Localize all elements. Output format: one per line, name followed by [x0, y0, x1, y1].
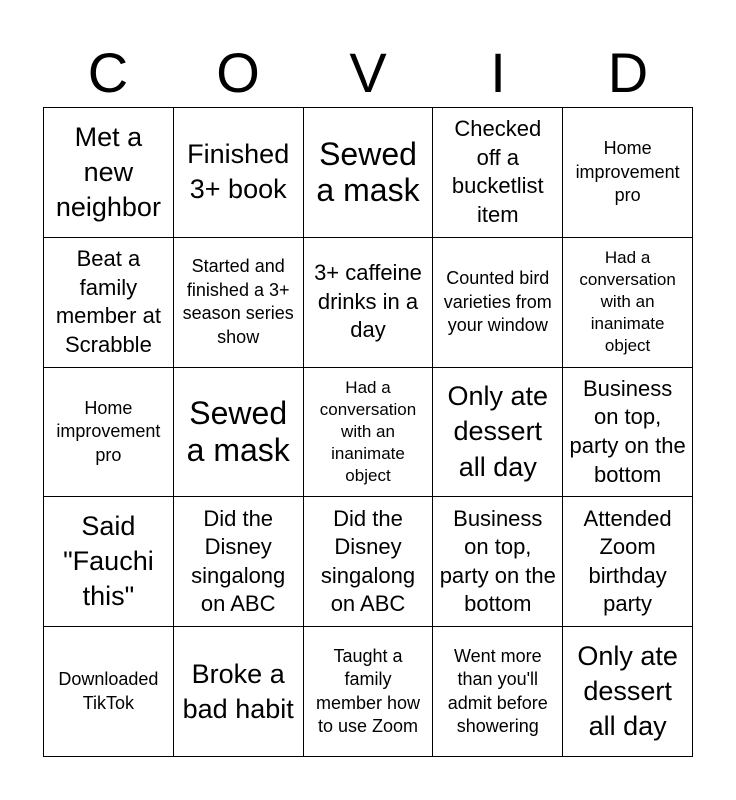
bingo-header [43, 40, 693, 106]
bingo-cell-r5c5[interactable]: Only ate dessert all day [563, 627, 693, 757]
bingo-cell-r5c3[interactable]: Taught a family member how to use Zoom [304, 627, 434, 757]
bingo-cell-r2c5[interactable]: Had a conversation with an inanimate object [563, 238, 693, 368]
header-letter-o: O [216, 41, 260, 104]
bingo-cell-r4c3[interactable]: Did the Disney singalong on ABC [304, 497, 434, 627]
bingo-cell-r3c5[interactable]: Business on top, party on the bottom [563, 368, 693, 498]
bingo-board [43, 107, 693, 757]
header-letter-d: D [607, 41, 649, 104]
bingo-cell-r3c3[interactable]: Had a conversation with an inanimate object [304, 368, 434, 498]
bingo-cell-r4c5[interactable]: Attended Zoom birthday party [563, 497, 693, 627]
bingo-cell-r5c1[interactable]: Downloaded TikTok [44, 627, 174, 757]
bingo-cell-r1c1[interactable]: Met a new neighbor [44, 108, 174, 238]
bingo-cell-r1c4[interactable]: Checked off a bucketlist item [433, 108, 563, 238]
header-letter-v: V [349, 41, 387, 104]
bingo-cell-r3c1[interactable]: Home improvement pro [44, 368, 174, 498]
bingo-cell-r1c2[interactable]: Finished 3+ book [174, 108, 304, 238]
bingo-cell-r1c3[interactable]: Sewed a mask [304, 108, 434, 238]
bingo-cell-r5c4[interactable]: Went more than you'll admit before showering [433, 627, 563, 757]
bingo-cell-r4c1[interactable]: Said "Fauchi this" [44, 497, 174, 627]
bingo-cell-r3c4[interactable]: Only ate dessert all day [433, 368, 563, 498]
bingo-cell-r2c1[interactable]: Beat a family member at Scrabble [44, 238, 174, 368]
bingo-cell-r1c5[interactable]: Home improvement pro [563, 108, 693, 238]
bingo-cell-r4c4[interactable]: Business on top, party on the bottom [433, 497, 563, 627]
bingo-cell-r2c3[interactable]: 3+ caffeine drinks in a day [304, 238, 434, 368]
bingo-cell-r4c2[interactable]: Did the Disney singalong on ABC [174, 497, 304, 627]
bingo-cell-r5c2[interactable]: Broke a bad habit [174, 627, 304, 757]
header-letter-c: C [87, 41, 129, 104]
header-letter-i: I [490, 41, 506, 104]
bingo-cell-r2c2[interactable]: Started and finished a 3+ season series show [174, 238, 304, 368]
bingo-cell-r3c2[interactable]: Sewed a mask [174, 368, 304, 498]
bingo-cell-r2c4[interactable]: Counted bird varieties from your window [433, 238, 563, 368]
